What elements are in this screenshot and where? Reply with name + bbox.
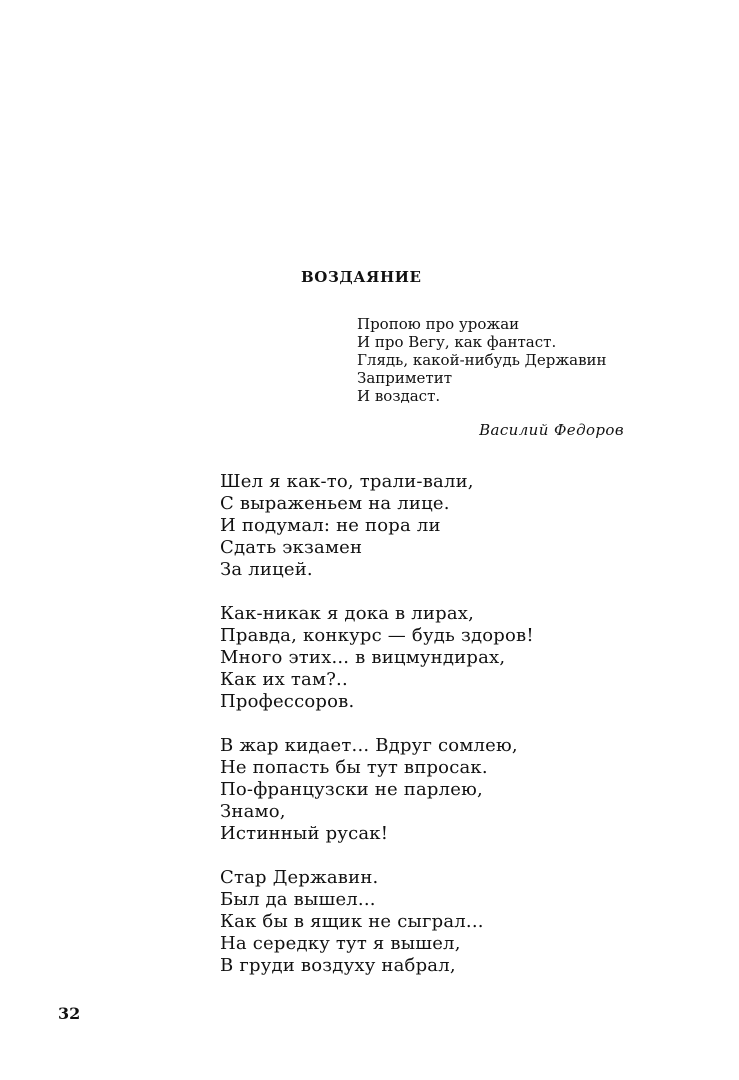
poem-line: За лицей. (220, 559, 313, 580)
stanza (220, 735, 534, 845)
poem-body (220, 471, 534, 999)
epigraph-author: Василий Федоров (479, 421, 624, 439)
poem-line: Правда, конкурс — будь здоров! (220, 625, 534, 646)
poem-title: ВОЗДАЯНИЕ (301, 268, 422, 286)
page-number: 32 (58, 1004, 81, 1023)
stanza (220, 867, 534, 977)
epigraph-line: Глядь, какой-нибудь Державин (357, 351, 607, 369)
poem-line: Профессоров. (220, 691, 355, 712)
poem-line: Как их там?.. (220, 669, 348, 690)
poem-line: Был да вышел... (220, 889, 376, 910)
stanza (220, 471, 534, 581)
poem-line: В груди воздуху набрал, (220, 955, 456, 976)
poem-line: Сдать экзамен (220, 537, 363, 558)
epigraph-line: И воздаст. (357, 387, 441, 405)
poem-line: Много этих... в вицмундирах, (220, 647, 506, 668)
poem-line: Истинный русак! (220, 823, 389, 844)
epigraph-line: Заприметит (357, 369, 453, 387)
poem-line: И подумал: не пора ли (220, 515, 441, 536)
stanza (220, 603, 534, 713)
poem-line: На середку тут я вышел, (220, 933, 461, 954)
poem-line: Знамо, (220, 801, 286, 822)
poem-line: Не попасть бы тут впросак. (220, 757, 488, 778)
poem-line: Как бы в ящик не сыграл... (220, 911, 484, 932)
poem-line: Шел я как-то, трали-вали, (220, 471, 474, 492)
poem-line: По-французски не парлею, (220, 779, 483, 800)
epigraph-line: Пропою про урожаи (357, 315, 520, 333)
poem-line: Стар Державин. (220, 867, 379, 888)
epigraph-line: И про Вегу, как фантаст. (357, 333, 557, 351)
poem-line: В жар кидает... Вдруг сомлею, (220, 735, 518, 756)
epigraph (357, 315, 607, 405)
poem-line: С выраженьем на лице. (220, 493, 450, 514)
poem-line: Как-никак я дока в лирах, (220, 603, 475, 624)
